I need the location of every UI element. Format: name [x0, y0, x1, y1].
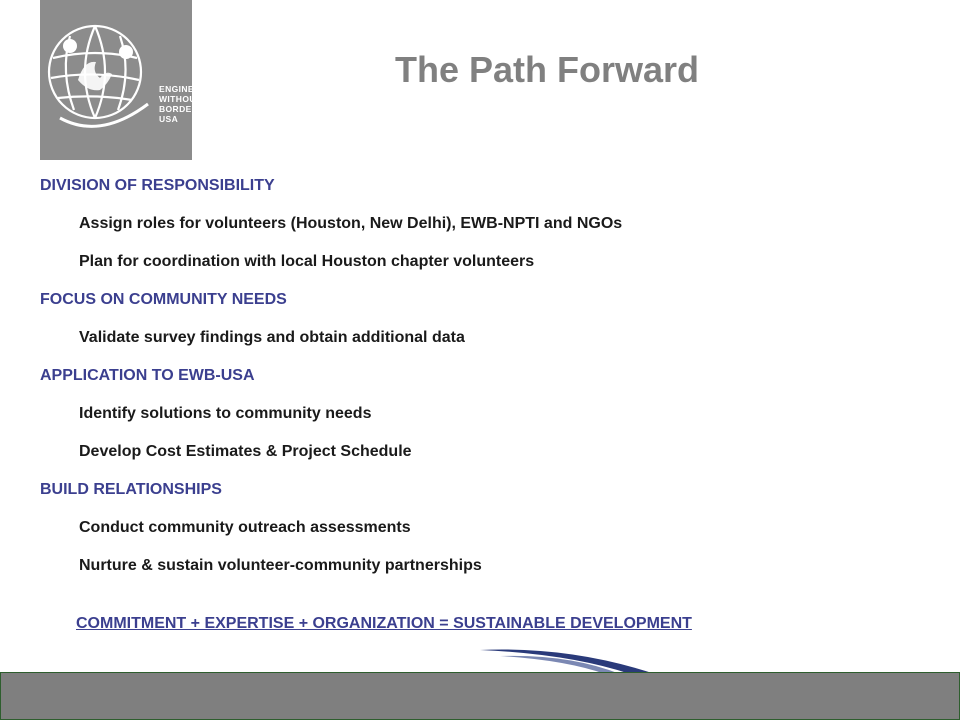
logo-wordmark: ENGINEERS WITHOUT BORDERS USA — [159, 84, 213, 124]
globe-with-people-icon — [40, 0, 192, 160]
agenda-list — [40, 167, 940, 585]
list-item: Plan for coordination with local Houston chapter volunteers — [79, 253, 535, 270]
list-item: Identify solutions to community needs — [79, 405, 372, 422]
list-item: Validate survey findings and obtain additional data — [79, 329, 465, 346]
section-heading: APPLICATION TO EWB-USA — [40, 367, 255, 384]
list-item: Conduct community outreach assessments — [79, 519, 411, 536]
list-item: Develop Cost Estimates & Project Schedule — [79, 443, 412, 460]
section-heading: BUILD RELATIONSHIPS — [40, 481, 222, 498]
list-item: Assign roles for volunteers (Houston, New Delhi), EWB-NPTI and NGOs — [79, 215, 623, 232]
list-item: Nurture & sustain volunteer-community partnerships — [79, 557, 482, 574]
swoosh-decoration — [470, 640, 670, 674]
tagline: COMMITMENT + EXPERTISE + ORGANIZATION = SUSTAINABLE DEVELOPMENT — [76, 615, 692, 632]
footer-bar — [0, 672, 960, 720]
section-heading: FOCUS ON COMMUNITY NEEDS — [40, 291, 287, 308]
ewb-usa-logo — [40, 0, 213, 160]
page-title: The Path Forward — [395, 49, 700, 90]
section-heading: DIVISION OF RESPONSIBILITY — [40, 177, 275, 194]
